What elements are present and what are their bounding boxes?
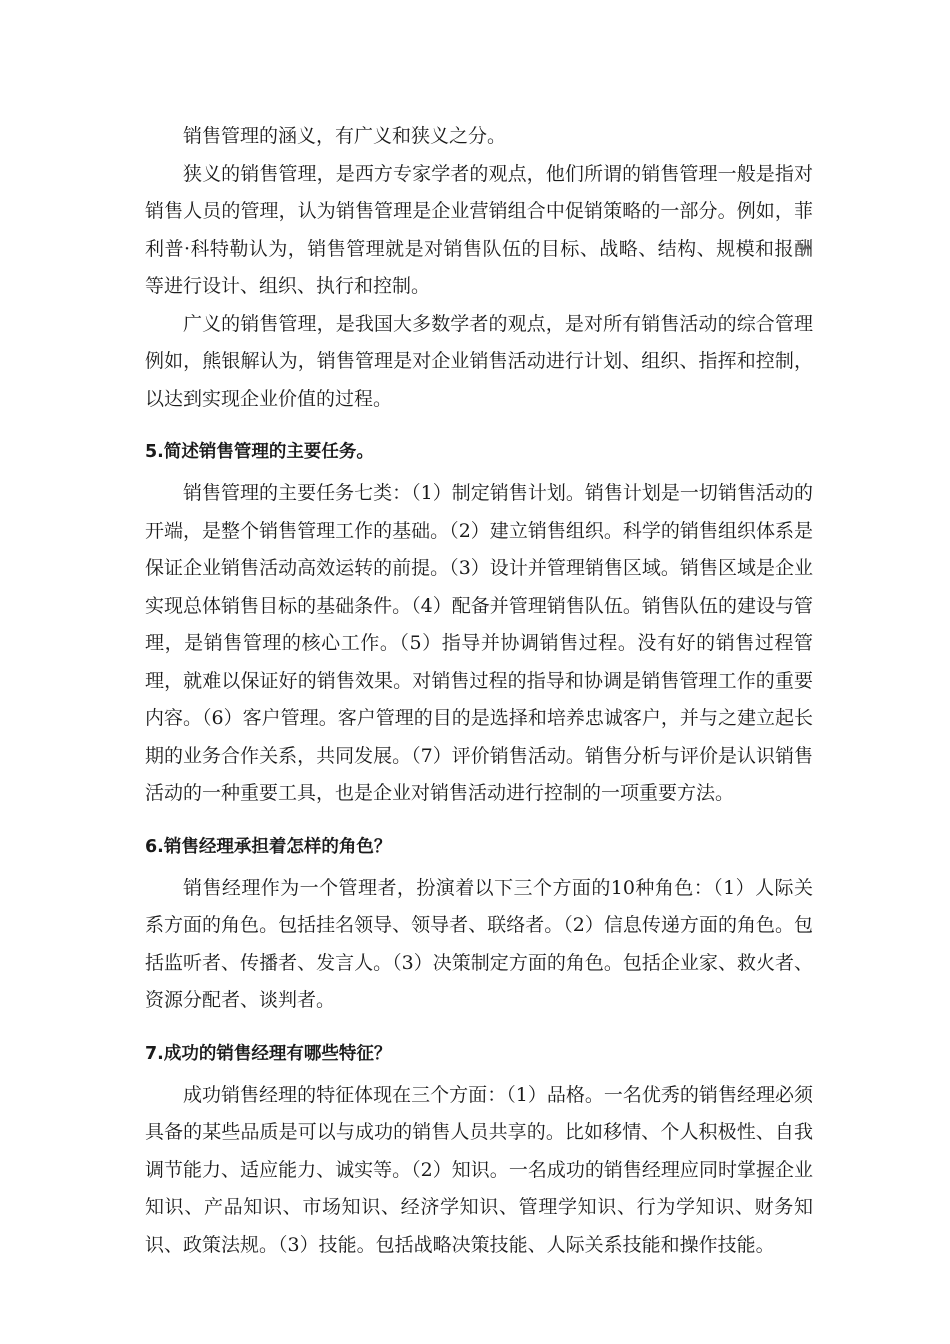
intro-paragraph-narrow-definition: 狭义的销售管理，是西方专家学者的观点，他们所谓的销售管理一般是指对销售人员的管理，认为销售管理是企业营销组合中促销策略的一部分。例如，菲利普·科特勒认为，销售管理就是对销售队伍的目标、战略、结构、规模和报酬等进行设计、组织、执行和控制。: [145, 162, 813, 297]
question-6-heading: 6.销售经理承担着怎样的角色？: [145, 836, 392, 857]
document-page: [145, 118, 813, 1264]
intro-paragraph-broad-definition: 广义的销售管理，是我国大多数学者的观点，是对所有销售活动的综合管理例如，熊银解认为，销售管理是对企业销售活动进行计划、组织、指挥和控制，以达到实现企业价值的过程。: [145, 312, 813, 410]
intro-paragraph-1: 销售管理的涵义，有广义和狭义之分。: [183, 125, 507, 147]
question-7-answer: 成功销售经理的特征体现在三个方面：（1）品格。一名优秀的销售经理必须具备的某些品质是可以与成功的销售人员共享的。比如移情、个人积极性、自我调节能力、适应能力、诚实等。（2）知识。一名成功的销售经理应同时掌握企业知识、产品知识、市场知识、经济学知识、管理学知识、行为学知识、财务知识、政策法规。（3）技能。包括战略决策技能、人际关系技能和操作技能。: [145, 1083, 813, 1256]
question-5-heading: 5.简述销售管理的主要任务。: [145, 442, 374, 462]
question-6-answer: 销售经理作为一个管理者，扮演着以下三个方面的10种角色：（1）人际关系方面的角色。包括挂名领导、领导者、联络者。（2）信息传递方面的角色。包括监听者、传播者、发言人。（3）决策制定方面的角色。包括企业家、救火者、资源分配者、谈判者。: [145, 876, 813, 1011]
question-5-answer: 销售管理的主要任务七类：（1）制定销售计划。销售计划是一切销售活动的开端，是整个销售管理工作的基础。（2）建立销售组织。科学的销售组织体系是保证企业销售活动高效运转的前提。（3）设计并管理销售区域。销售区域是企业实现总体销售目标的基础条件。（4）配备并管理销售队伍。销售队伍的建设与管理，是销售管理的核心工作。（5）指导并协调销售过程。没有好的销售过程管理，就难以保证好的销售效果。对销售过程的指导和协调是销售管理工作的重要内容。（6）客户管理。客户管理的目的是选择和培养忠诚客户，并与之建立起长期的业务合作关系，共同发展。（7）评价销售活动。销售分析与评价是认识销售活动的一种重要工具，也是企业对销售活动进行控制的一项重要方法。: [145, 482, 813, 804]
question-7-heading: 7.成功的销售经理有哪些特征？: [145, 1043, 392, 1064]
